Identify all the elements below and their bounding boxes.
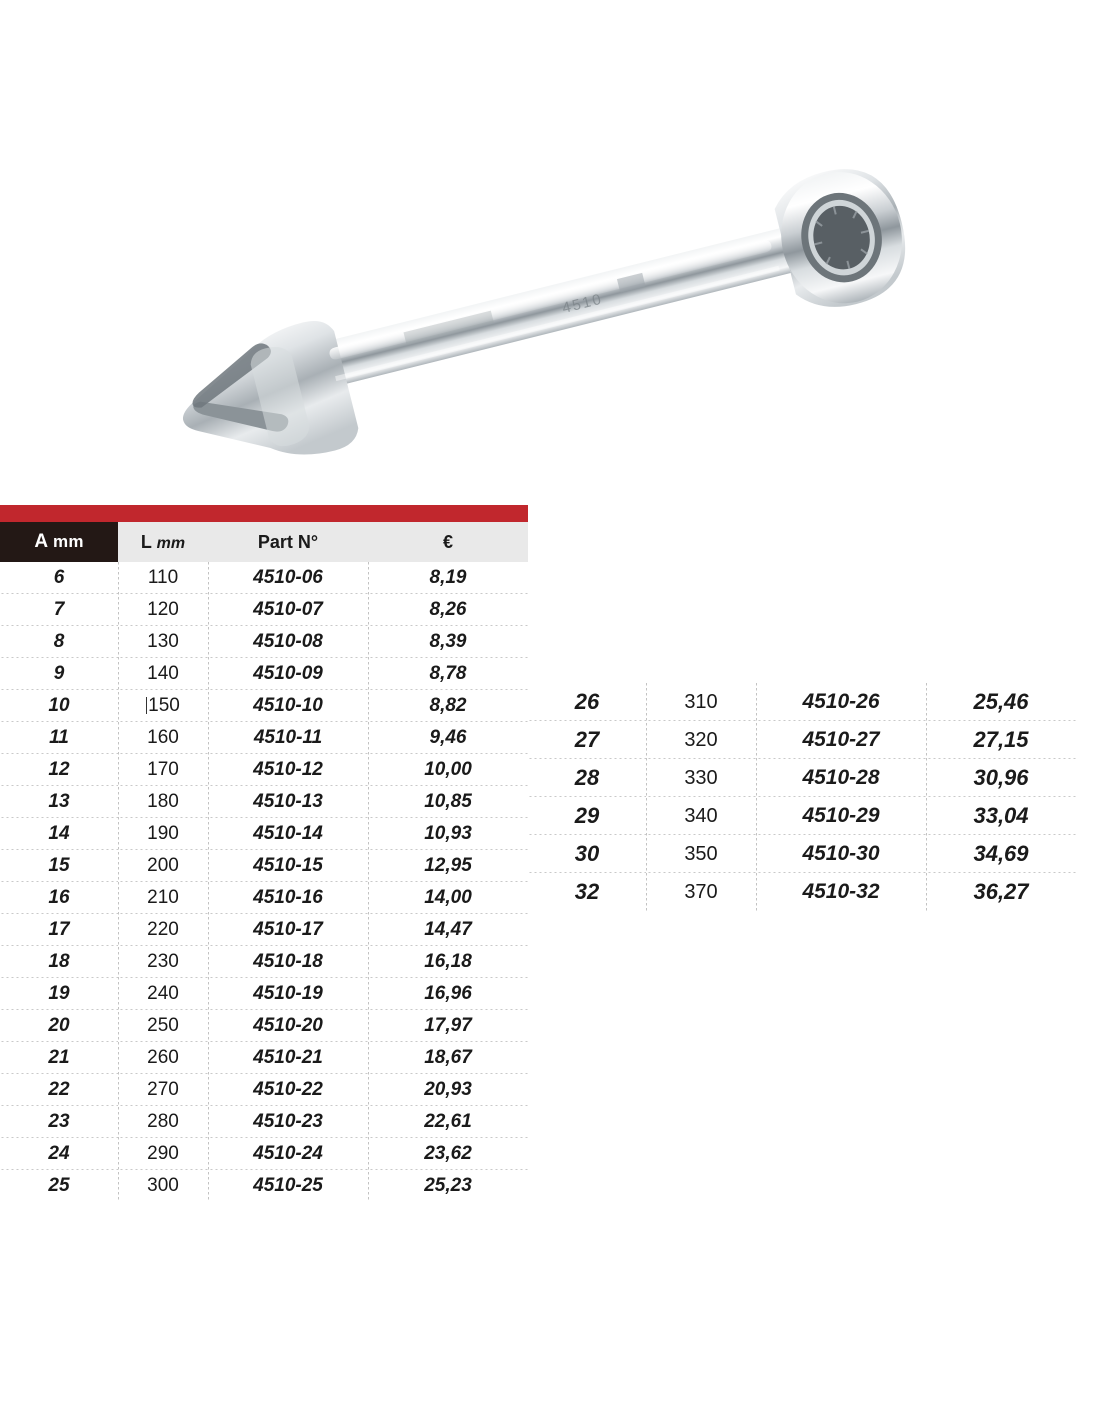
cell-size-a: 9 xyxy=(0,658,118,690)
cell-part-number: 4510-08 xyxy=(208,626,368,658)
cell-price: 8,78 xyxy=(368,658,528,690)
cell-price: 10,93 xyxy=(368,818,528,850)
header-l-label: L xyxy=(140,531,152,552)
cell-part-number: 4510-11 xyxy=(208,722,368,754)
cell-size-a: 15 xyxy=(0,850,118,882)
spec-table-secondary xyxy=(528,683,1076,911)
cell-price: 34,69 xyxy=(926,835,1076,873)
table-row xyxy=(0,818,528,850)
column-divider xyxy=(646,683,647,911)
cell-size-a: 20 xyxy=(0,1010,118,1042)
cell-size-a: 21 xyxy=(0,1042,118,1074)
column-divider xyxy=(756,683,757,911)
wrench-etched-text: 4510 xyxy=(560,290,605,317)
table-row xyxy=(0,978,528,1010)
cell-price: 23,62 xyxy=(368,1138,528,1170)
cell-price: 10,00 xyxy=(368,754,528,786)
cell-price: 27,15 xyxy=(926,721,1076,759)
cell-part-number: 4510-12 xyxy=(208,754,368,786)
cell-part-number: 4510-14 xyxy=(208,818,368,850)
cell-length-l: 330 xyxy=(646,759,756,797)
cell-size-a: 30 xyxy=(528,835,646,873)
table-row xyxy=(0,882,528,914)
wrench-illustration xyxy=(0,0,1100,470)
header-a-label: A xyxy=(34,531,48,552)
cell-price: 33,04 xyxy=(926,797,1076,835)
cell-price: 12,95 xyxy=(368,850,528,882)
table-row xyxy=(0,1106,528,1138)
table-row xyxy=(0,754,528,786)
cell-size-a: 28 xyxy=(528,759,646,797)
table-row xyxy=(528,835,1076,873)
header-l xyxy=(118,522,208,562)
cell-price: 30,96 xyxy=(926,759,1076,797)
table-row xyxy=(528,683,1076,721)
cell-price: 22,61 xyxy=(368,1106,528,1138)
cell-size-a: 12 xyxy=(0,754,118,786)
table-row xyxy=(0,914,528,946)
table-accent-bar xyxy=(0,505,528,522)
header-a-unit: mm xyxy=(53,532,84,551)
cell-part-number: 4510-09 xyxy=(208,658,368,690)
header-price: € xyxy=(368,522,528,562)
cell-price: 8,19 xyxy=(368,562,528,594)
table-row xyxy=(0,690,528,722)
header-a xyxy=(0,522,118,562)
cell-size-a: 22 xyxy=(0,1074,118,1106)
cell-price: 8,39 xyxy=(368,626,528,658)
cell-size-a: 29 xyxy=(528,797,646,835)
spec-table-main xyxy=(0,505,528,1202)
header-part: Part N° xyxy=(208,522,368,562)
table-body-secondary xyxy=(528,683,1076,911)
table-row xyxy=(0,1138,528,1170)
cell-price: 18,67 xyxy=(368,1042,528,1074)
cell-price: 14,00 xyxy=(368,882,528,914)
cell-length-l: 180 xyxy=(118,786,208,818)
cell-part-number: 4510-20 xyxy=(208,1010,368,1042)
column-divider xyxy=(926,683,927,911)
cell-size-a: 6 xyxy=(0,562,118,594)
table-row xyxy=(0,786,528,818)
cell-length-l: 240 xyxy=(118,978,208,1010)
cell-length-l: 190 xyxy=(118,818,208,850)
cell-part-number: 4510-21 xyxy=(208,1042,368,1074)
cell-size-a: 7 xyxy=(0,594,118,626)
table-row xyxy=(0,850,528,882)
cell-length-l: 300 xyxy=(147,1175,179,1196)
cell-length-l: 140 xyxy=(118,658,208,690)
cell-size-a: 27 xyxy=(528,721,646,759)
cell-price: 8,26 xyxy=(368,594,528,626)
table-row xyxy=(528,873,1076,911)
cell-length-l: 320 xyxy=(646,721,756,759)
table-row xyxy=(528,721,1076,759)
cell-part-number: 4510-32 xyxy=(802,880,880,903)
table-row xyxy=(0,1170,528,1202)
cell-part-number: 4510-26 xyxy=(756,683,926,721)
cell-length-l: 270 xyxy=(118,1074,208,1106)
table-row xyxy=(0,722,528,754)
cell-size-a: 13 xyxy=(0,786,118,818)
cell-part-number: 4510-18 xyxy=(208,946,368,978)
product-image xyxy=(0,0,1100,470)
cell-size-a: 23 xyxy=(0,1106,118,1138)
cell-size-a: 26 xyxy=(528,683,646,721)
cell-size-a: 18 xyxy=(0,946,118,978)
cell-part-number: 4510-15 xyxy=(208,850,368,882)
table-row xyxy=(0,626,528,658)
table-body-main xyxy=(0,562,528,1202)
cell-part-number: 4510-22 xyxy=(208,1074,368,1106)
cell-length-l: 230 xyxy=(118,946,208,978)
cell-length-l: 150 xyxy=(118,690,208,722)
table-row xyxy=(528,759,1076,797)
cell-length-l: 290 xyxy=(118,1138,208,1170)
cell-size-a: 8 xyxy=(0,626,118,658)
table-header-row xyxy=(0,522,528,562)
cell-length-l: 250 xyxy=(118,1010,208,1042)
cell-size-a: 11 xyxy=(0,722,118,754)
cell-part-number: 4510-28 xyxy=(756,759,926,797)
table-row xyxy=(0,1074,528,1106)
cell-part-number: 4510-06 xyxy=(208,562,368,594)
cell-part-number: 4510-10 xyxy=(208,690,368,722)
cell-price: 9,46 xyxy=(368,722,528,754)
cell-size-a: 14 xyxy=(0,818,118,850)
cell-part-number: 4510-13 xyxy=(208,786,368,818)
column-divider xyxy=(208,562,209,1202)
cell-part-number: 4510-17 xyxy=(208,914,368,946)
cell-price: 36,27 xyxy=(973,879,1029,904)
cell-size-a: 17 xyxy=(0,914,118,946)
cell-part-number: 4510-23 xyxy=(208,1106,368,1138)
cell-part-number: 4510-16 xyxy=(208,882,368,914)
cell-part-number: 4510-30 xyxy=(756,835,926,873)
column-divider xyxy=(368,562,369,1202)
table-row xyxy=(0,562,528,594)
table-row xyxy=(528,797,1076,835)
cell-price: 25,23 xyxy=(424,1175,472,1196)
cell-price: 8,82 xyxy=(368,690,528,722)
cell-length-l: 220 xyxy=(118,914,208,946)
cell-part-number: 4510-19 xyxy=(208,978,368,1010)
cell-length-l: 120 xyxy=(118,594,208,626)
cell-length-l: 130 xyxy=(118,626,208,658)
cell-length-l: 340 xyxy=(646,797,756,835)
cell-price: 10,85 xyxy=(368,786,528,818)
table-row xyxy=(0,1042,528,1074)
cell-part-number: 4510-29 xyxy=(756,797,926,835)
table-row xyxy=(0,658,528,690)
cell-price: 16,96 xyxy=(368,978,528,1010)
cell-part-number: 4510-07 xyxy=(208,594,368,626)
cell-length-l: 110 xyxy=(118,562,208,594)
cell-part-number: 4510-27 xyxy=(756,721,926,759)
cell-length-l: 350 xyxy=(646,835,756,873)
cell-price: 20,93 xyxy=(368,1074,528,1106)
cell-part-number: 4510-24 xyxy=(208,1138,368,1170)
cell-price: 16,18 xyxy=(368,946,528,978)
cell-size-a: 10 xyxy=(0,690,118,722)
text-caret xyxy=(146,697,147,714)
cell-size-a: 19 xyxy=(0,978,118,1010)
table-row xyxy=(0,946,528,978)
table-row xyxy=(0,1010,528,1042)
cell-length-l: 280 xyxy=(118,1106,208,1138)
cell-length-l: 160 xyxy=(118,722,208,754)
table-row xyxy=(0,594,528,626)
cell-size-a: 25 xyxy=(48,1175,70,1196)
cell-price: 17,97 xyxy=(368,1010,528,1042)
cell-length-l: 200 xyxy=(118,850,208,882)
header-l-unit: mm xyxy=(156,534,186,552)
cell-length-l: 170 xyxy=(118,754,208,786)
cell-size-a: 16 xyxy=(0,882,118,914)
cell-length-l: 260 xyxy=(118,1042,208,1074)
cell-size-a: 32 xyxy=(574,879,600,904)
cell-length-l: 370 xyxy=(684,880,718,903)
cell-part-number: 4510-25 xyxy=(253,1175,323,1196)
cell-length-l: 310 xyxy=(646,683,756,721)
cell-price: 25,46 xyxy=(926,683,1076,721)
column-divider xyxy=(118,562,119,1202)
cell-length-l: 210 xyxy=(118,882,208,914)
cell-price: 14,47 xyxy=(368,914,528,946)
cell-size-a: 24 xyxy=(0,1138,118,1170)
